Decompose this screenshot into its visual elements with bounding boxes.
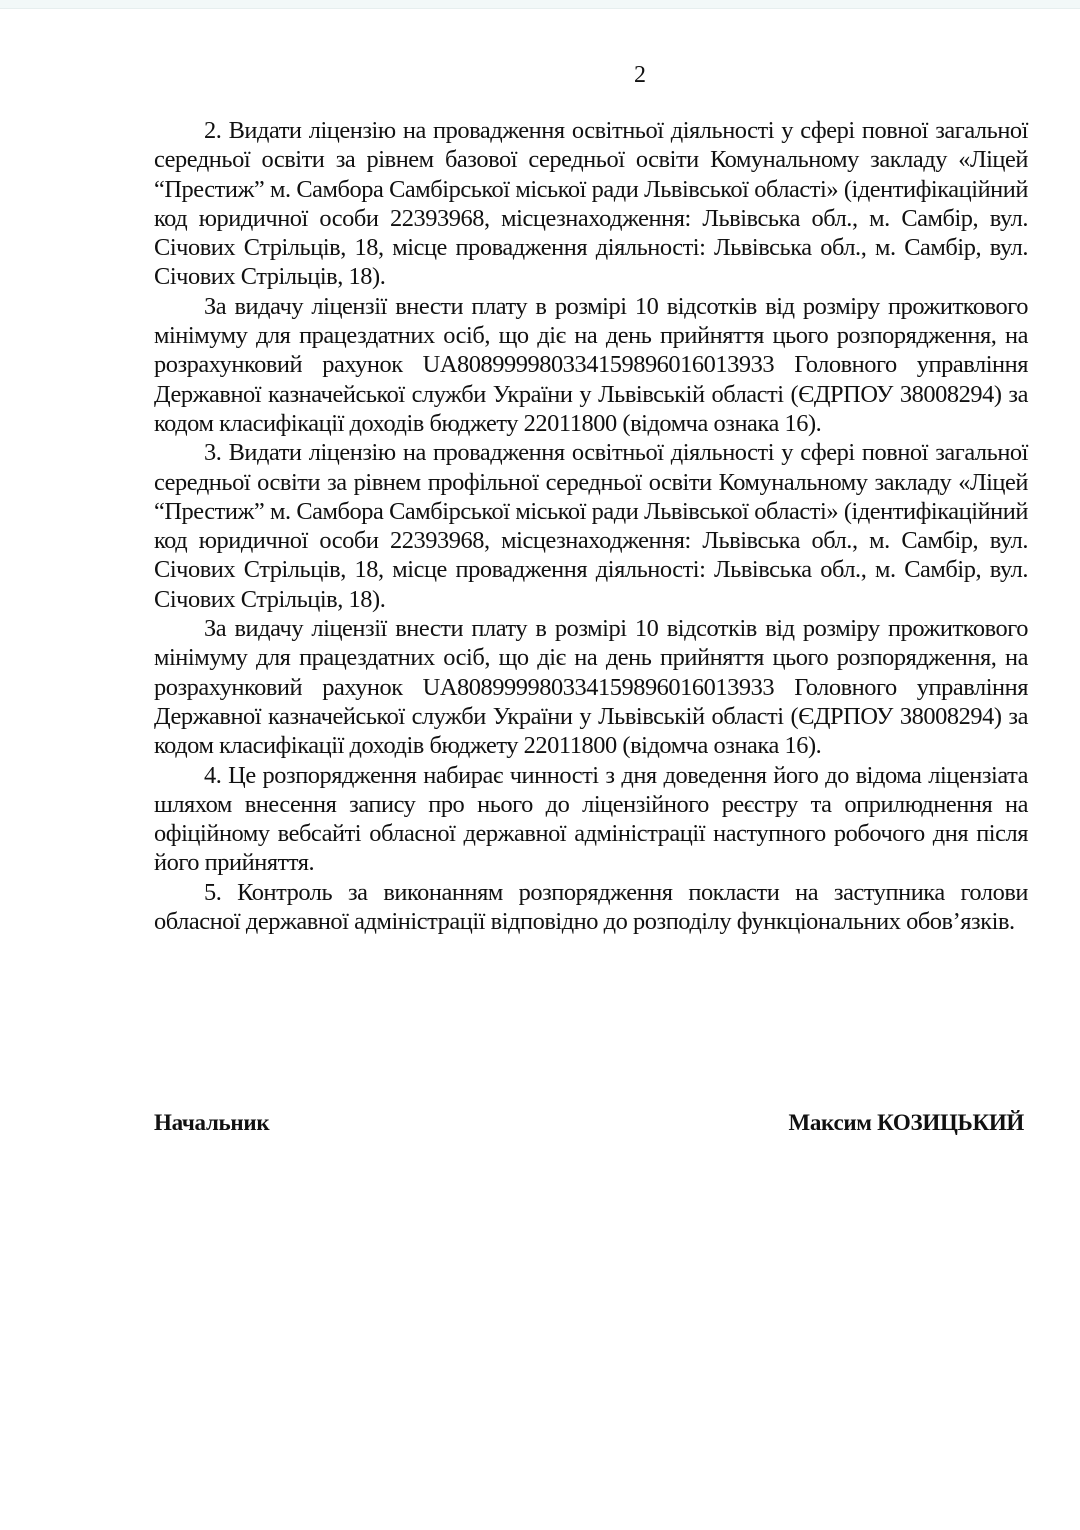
signatory-position: Начальник <box>154 1110 270 1135</box>
paragraph-fee-3: За видачу ліцензії внести плату в розмірі 10 відсотків від розміру прожиткового мінімуму для працездатних осіб, що діє на день прийняття цього розпорядження, на розрахунковий рахунок UA808999980334159896016013933 Головного управління Державної казначейської служби України у Львівській області (ЄДРПОУ 38008294) за кодом класифікації доходів бюджету 22011800 (відомча ознака 16). <box>154 615 1028 760</box>
paragraph-item-4: 4. Це розпорядження набирає чинності з дня доведення його до відома ліцензіата шляхом внесення запису про нього до ліцензійного реєстру та оприлюднення на офіційному вебсайті обласної державної адміністрації наступного робочого дня після його прийняття. <box>154 761 1028 877</box>
paragraph-item-5: 5. Контроль за виконанням розпорядження покласти на заступника голови обласної державної адміністрації відповідно до розподілу функціональних обов’язків. <box>154 878 1028 936</box>
top-status-strip <box>0 0 1080 9</box>
signatory-name: Максим КОЗИЦЬКИЙ <box>788 1110 1024 1135</box>
paragraph-item-3: 3. Видати ліцензію на провадження освітньої діяльності у сфері повної загальної середньої освіти за рівнем профільної середньої освіти Комунальному закладу «Ліцей “Престиж” м. Самбора Самбірської міської ради Львівської області» (ідентифікаційний код юридичної особи 22393968, місцезнаходження: Львівська обл., м. Самбір, вул. Січових Стрільців, 18, місце провадження діяльності: Львівська обл., м. Самбір, вул. Січових Стрільців, 18). <box>154 439 1028 613</box>
document-body <box>154 116 1028 936</box>
paragraph-fee-2: За видачу ліцензії внести плату в розмірі 10 відсотків від розміру прожиткового мінімуму для працездатних осіб, що діє на день прийняття цього розпорядження, на розрахунковий рахунок UA808999980334159896016013933 Головного управління Державної казначейської служби України у Львівській області (ЄДРПОУ 38008294) за кодом класифікації доходів бюджету 22011800 (відомча ознака 16). <box>154 292 1028 437</box>
page-number: 2 <box>634 62 646 88</box>
signature-block <box>154 1108 1024 1138</box>
paragraph-item-2: 2. Видати ліцензію на провадження освітньої діяльності у сфері повної загальної середньої освіти за рівнем базової середньої освіти Комунальному закладу «Ліцей “Престиж” м. Самбора Самбірської міської ради Львівської області» (ідентифікаційний код юридичної особи 22393968, місцезнаходження: Львівська обл., м. Самбір, вул. Січових Стрільців, 18, місце провадження діяльності: Львівська обл., м. Самбір, вул. Січових Стрільців, 18). <box>154 117 1028 291</box>
